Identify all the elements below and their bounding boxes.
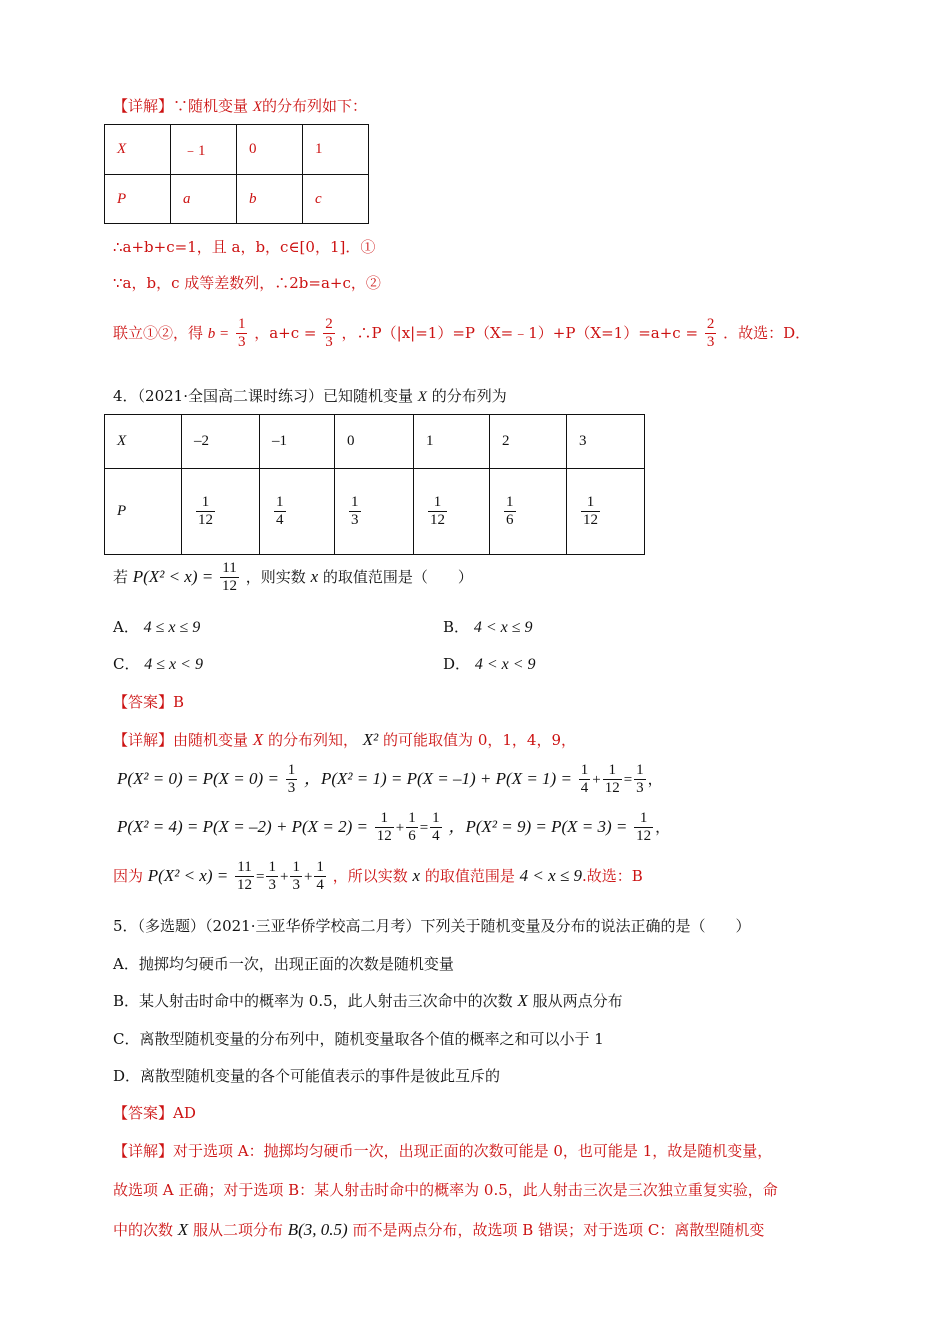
table-cell: 0 — [237, 125, 303, 175]
q4-distribution-table — [104, 414, 645, 555]
table-cell: $\frac{1}{3}$ — [335, 469, 414, 555]
q4-detail: 【详解】由随机变量 X 的分布列知， X² 的可能取值为 0，1，4，9， — [113, 730, 576, 749]
table-cell: P — [105, 175, 171, 224]
fraction: $\frac{2}{3}$ — [325, 316, 333, 351]
sec3-line3: 联立①②，得 b = $\frac{1}{3}$ ，a+c = $\frac{2}{3}$ ，∴P（|x|=1）=P（X=﹣1）+P（X=1）=a+c = $\frac{2}{3}$ ．故选：D． — [113, 316, 811, 351]
table-cell: $\frac{1}{12}$ — [182, 469, 260, 555]
table-cell: $\frac{1}{12}$ — [567, 469, 645, 555]
q4-eq1: P(X² = 0) = P(X = 0) = $\frac{1}{3}$ ，P(X² = 1) = P(X = –1) + P(X = 1) = $\frac{1}{4}$ + $\frac{1}{12}$ = $\frac{1}{3}$ ， — [117, 762, 663, 797]
sec3-line1: ∴a+b+c=1，且 a，b，c∈[0，1]．① — [113, 238, 376, 256]
table-cell: X — [105, 125, 171, 175]
option-b[interactable]: B．某人射击时命中的概率为 0.5，此人射击三次命中的次数 X 服从两点分布 — [113, 991, 623, 1010]
option-a[interactable]: A． 4 ≤ x ≤ 9 — [113, 618, 201, 636]
q5-answer: 【答案】AD — [113, 1104, 196, 1122]
table-cell: $\frac{1}{4}$ — [260, 469, 335, 555]
option-b[interactable]: B． 4 < x ≤ 9 — [443, 618, 533, 636]
option-d[interactable]: D． 4 < x < 9 — [443, 655, 536, 673]
table-cell: –2 — [182, 415, 260, 469]
table-cell: X — [105, 415, 182, 469]
table-cell: P — [105, 469, 182, 555]
sec3-distribution-table — [104, 124, 369, 224]
table-cell: $\frac{1}{6}$ — [490, 469, 567, 555]
option-a[interactable]: A．抛掷均匀硬币一次，出现正面的次数是随机变量 — [113, 955, 454, 973]
sec3-detail-line: 【详解】∵随机变量 X的分布列如下： — [113, 97, 367, 115]
detail-label: 【详解】 — [113, 97, 174, 115]
q4-stem: 4．（2021·全国高二课时练习）已知随机变量 X 的分布列为 — [113, 387, 507, 405]
q4-condition: 若 P(X² < x) = $\frac{11}{12}$ ，则实数 x 的取值范围是（ ） — [113, 560, 473, 595]
option-c[interactable]: C．离散型随机变量的分布列中，随机变量取各个值的概率之和可以小于 1 — [113, 1030, 604, 1048]
fraction: $\frac{2}{3}$ — [706, 316, 715, 351]
table-cell: 0 — [335, 415, 414, 469]
option-d[interactable]: D．离散型随机变量的各个可能值表示的事件是彼此互斥的 — [113, 1067, 501, 1085]
q5-detail-line3: 中的次数 X 服从二项分布 B(3, 0.5) 而不是两点分布，故选项 B 错误；对于选项 C：离散型随机变 — [113, 1220, 765, 1239]
table-cell: –1 — [260, 415, 335, 469]
table-cell: b — [237, 175, 303, 224]
table-cell: 2 — [490, 415, 567, 469]
fraction: $\frac{11}{12}$ — [222, 560, 238, 595]
q5-detail-line1: 【详解】对于选项 A：抛掷均匀硬币一次，出现正面的次数可能是 0，也可能是 1，故是随机变量， — [113, 1142, 773, 1160]
fraction: $\frac{1}{3}$ — [237, 316, 246, 351]
table-cell: a — [171, 175, 237, 224]
table-cell: ﹣1 — [171, 125, 237, 175]
q5-detail-line2: 故选项 A 正确；对于选项 B：某人射击时命中的概率为 0.5，此人射击三次是三次独立重复实验，命 — [113, 1181, 778, 1199]
q4-eq2: P(X² = 4) = P(X = –2) + P(X = 2) = $\frac{1}{12}$ + $\frac{1}{6}$ = $\frac{1}{4}$ ，P(X² = 9) = P(X = 3) = $\frac{1}{12}$ ， — [117, 810, 671, 845]
table-cell: $\frac{1}{12}$ — [414, 469, 490, 555]
table-cell: c — [303, 175, 369, 224]
table-cell: 1 — [303, 125, 369, 175]
option-c[interactable]: C． 4 ≤ x < 9 — [113, 655, 203, 673]
q5-stem: 5．（多选题）（2021·三亚华侨学校高二月考）下列关于随机变量及分布的说法正确的是（ ） — [113, 917, 751, 935]
table-cell: 3 — [567, 415, 645, 469]
sec3-line2: ∵a，b，c 成等差数列，∴2b=a+c，② — [113, 274, 381, 292]
table-cell: 1 — [414, 415, 490, 469]
q4-eq3: 因为 P(X² < x) = $\frac{11}{12}$ = $\frac{1}{3}$ + $\frac{1}{3}$ + $\frac{1}{4}$ ，所以实数 x 的取值范围是 4 < x ≤ 9.故选：B — [113, 859, 643, 894]
q4-answer: 【答案】B — [113, 693, 185, 711]
